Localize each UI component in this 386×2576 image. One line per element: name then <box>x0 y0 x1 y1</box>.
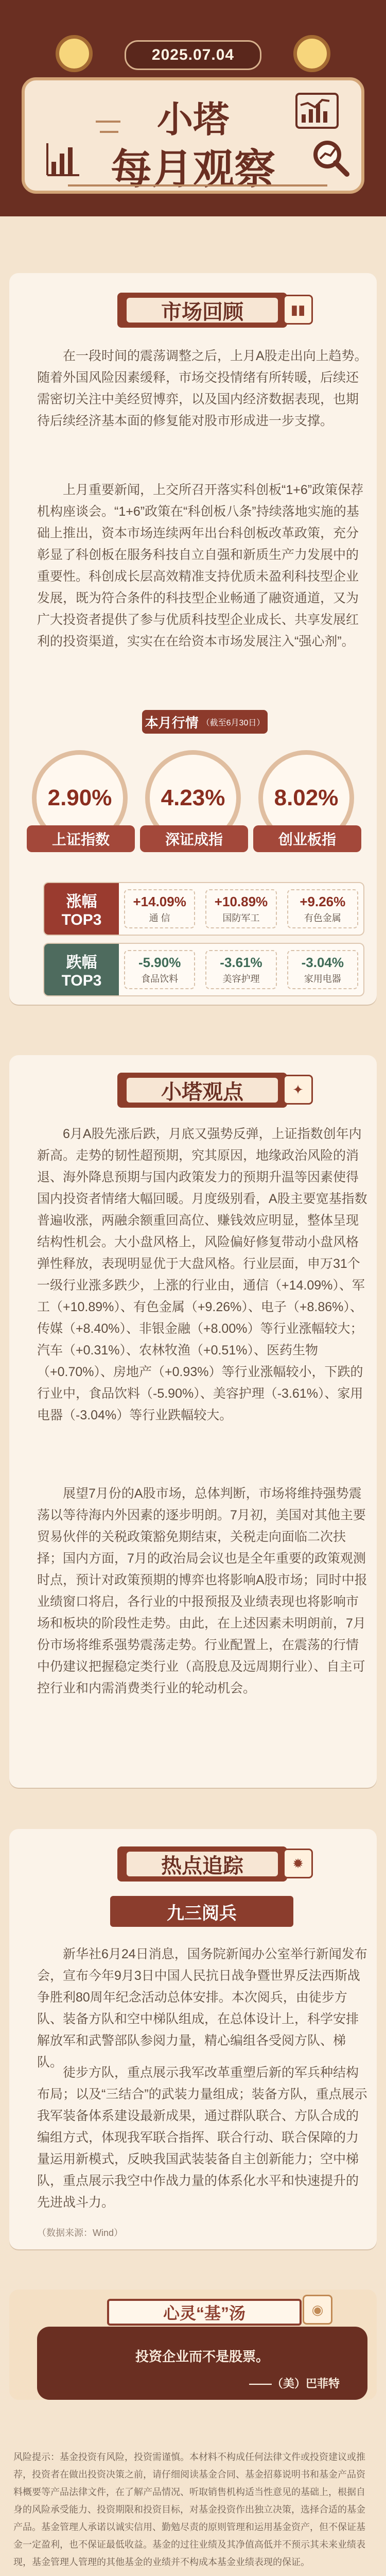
hot-source: （数据来源：Wind） <box>37 2228 124 2238</box>
top3-up-name: 有色金属 <box>304 912 341 923</box>
view-card <box>9 1055 377 1788</box>
page-title-line-2: 每月观察 <box>111 146 275 192</box>
soul-soup-author: ——（美）巴菲特 <box>249 2377 340 2390</box>
market-review-title-tag <box>117 293 287 328</box>
index-label-shenzhen: 深证成指 <box>140 825 248 852</box>
market-review-paragraph-2: 上月重要新闻，上交所召开落实科创板“1+6”政策保荐机构座谈会。“1+6”政策在“科创板八条”持续落地实施的基础上推出，资本市场连续两年出台科创板改革政策，充分彰显了科创板在服务科技自立自强和新质生产力发展中的重要性。科创成长层高效精准支持优质未盈利科技型企业发展，既为符合条件的科技型企业畅通了融资通道，又为广大投资者提供了参与优质科技型企业成长、共享发展红利的投资渠道，实实在在给资本市场发展注入“强心剂”。 <box>37 483 364 649</box>
hot-title-tag <box>117 1846 287 1882</box>
hot-card <box>9 1829 377 2249</box>
view-title-tag <box>117 1073 287 1108</box>
top3-up-label-line2: TOP3 <box>61 911 102 928</box>
view-title: 小塔观点 <box>127 1078 278 1103</box>
soul-soup-title: 心灵“基”汤 <box>107 2299 302 2326</box>
top3-up-value: +9.26% <box>300 893 346 909</box>
market-review-card <box>9 273 377 1005</box>
top3-up-item <box>287 889 358 928</box>
hot-title: 热点追踪 <box>127 1852 278 1876</box>
speaker-icon: ◉ <box>303 2295 332 2325</box>
soul-soup-quote-card <box>37 2327 367 2400</box>
idea-icon: ✦ <box>283 1075 313 1105</box>
hot-paragraph-2: 徒步方队，重点展示我军改革重塑后新的军兵种结构布局；以及“三结合”的武装力量组成；装备方队，重点展示我军装备体系建设最新成果，通过群队联合、方队合成的编组方式，体现我军联合指挥、联合行动、联合保障的力量运用新模式，反映我国武装装备自主创新能力；空中梯队，重点展示我空中作战力量的体系化水平和快速提升的先进战斗力。 <box>37 2065 367 2210</box>
top3-up-label <box>44 883 119 935</box>
market-review-title: 市场回顾 <box>127 298 278 323</box>
top3-down-label-line1: 跌幅 <box>66 954 97 971</box>
header-title-card <box>22 77 364 194</box>
monthly-quote-date-note: （截至6月30日） <box>201 718 265 727</box>
top3-up-value: +10.89% <box>214 893 268 909</box>
top3-down-item <box>205 950 276 989</box>
page-title-line-1: 小塔 <box>157 99 229 140</box>
risk-notice: 风险提示：基金投资有风险，投资需谨慎。本材料不构成任何法律文件或投资建议或推荐，投资者在做出投资决策之前，请仔细阅读基金合同、基金招募说明书和基金产品资料概要等产品法律文件，在了解产品情况、听取销售机构适当性意见的基础上，根据自身的风险承受能力、投资期限和投资目标，对基金投资作出独立决策，选择合适的基金产品。基金管理人承诺以诚实信用、勤勉尽责的原则管理和运用基金资产，但不保证基金一定盈利，也不保证最低收益。基金的过往业绩及其净值高低并不预示其未来业绩表现，基金管理人管理的其他基金的业绩并不构成本基金业绩表现的保证。 <box>13 2452 365 2567</box>
decorative-ring-right <box>293 35 330 72</box>
top3-up-name: 通 信 <box>149 912 170 923</box>
hot-subtitle: 九三阅兵 <box>110 1896 293 1927</box>
soul-soup-quote: 投资企业而不是股票。 <box>135 2349 269 2364</box>
top3-down-name: 家用电器 <box>304 973 341 984</box>
market-review-paragraph-1: 在一段时间的震荡调整之后，上月A股走出向上趋势。随着外国风险因素缓释，市场交投情绪有所转暖，后续还需密切关注中美经贸博弈，以及国内经济数据表现，也期待后续经济基本面的修复能对股市形成进一步支撑。 <box>37 349 367 428</box>
index-value-shanghai: 2.90% <box>47 785 112 810</box>
top3-up-label-line1: 涨幅 <box>66 893 97 910</box>
top3-down-value: -3.61% <box>220 954 262 970</box>
top3-up-name: 国防军工 <box>222 912 260 923</box>
chart-icon <box>292 90 342 132</box>
monthly-quote-title <box>142 710 268 734</box>
top3-down-label-line2: TOP3 <box>61 972 102 989</box>
header-date: 2025.07.04 <box>125 40 261 70</box>
top3-up-item <box>205 889 276 928</box>
top3-up-item <box>124 889 195 928</box>
view-paragraph-1: 6月A股先涨后跌，月底又强势反弹，上证指数创年内新高。走势的韧性超预期，究其原因，地缘政治风险的消退、海外降息预期与国内政策发力的预期升温等因素使得国内投资者情绪大幅回暖。月度级别看，A股主要宽基指数普遍收涨，两融余额重回高位、赚钱效应明显，整体呈现结构性机会。大小盘风格上，风险偏好修复带动小盘风格弹性释放，表现明显优于大盘风格。行业层面，申万31个一级行业涨多跌少，上涨的行业由，通信（+14.09%）、军工（+10.89%）、有色金属（+9.26%）、电子（+8.86%）、传媒（+8.40%）、非银金融（+8.00%）等行业涨幅较大；汽车（+0.31%）、农林牧渔（+0.51%）、医药生物（+0.70%）、房地产（+0.93%）等行业涨幅较小，下跌的行业中，食品饮料（-5.90%）、美容护理（-3.61%）、家用电器（-3.04%）等行业跌幅较大。 <box>37 1127 367 1422</box>
top3-down-name: 美容护理 <box>222 973 260 984</box>
decorative-ring-left <box>56 35 93 72</box>
bar-chart-icon <box>42 137 84 180</box>
top3-up-value: +14.09% <box>133 893 186 909</box>
top3-down-name: 食品饮料 <box>141 973 179 984</box>
hot-paragraph-1: 新华社6月24日消息，国务院新闻办公室举行新闻发布会，宣布今年9月3日中国人民抗日战争暨世界反法西斯战争胜利80周年纪念活动总体安排。本次阅兵，由徒步方队、装备方队和空中梯队组成，在总体设计上，科学安排解放军和武警部队参阅力量，精心编组各受阅方队、梯队。 <box>37 1947 367 2070</box>
magnifier-icon <box>307 134 356 183</box>
market-chart-icon: ▮▮ <box>283 295 313 325</box>
title-underline <box>68 184 327 187</box>
index-label-chinext: 创业板指 <box>253 825 361 852</box>
top3-up-box <box>43 882 364 936</box>
monthly-quote-title-text: 本月行情 <box>145 715 199 731</box>
top3-down-label <box>44 944 119 995</box>
index-value-shenzhen: 4.23% <box>161 785 225 810</box>
top3-down-box <box>43 943 364 996</box>
top3-down-value: -5.90% <box>138 954 181 970</box>
view-paragraph-2: 展望7月份的A股市场，总体判断，市场将维持强势震荡以等待海内外因素的逐步明朗。7月初，美国对其他主要贸易伙伴的关税政策豁免期结束，关税走向面临二次扶择；国内方面，7月的政治局会议也是全年重要的政策观测时点，预计对政策预期的博弈也将影响A股市场；同时中报业绩窗口将启，各行业的中报预报及业绩表现也将影响市场和板块的阶段性走势。由此，在上述因素未明朗前，7月份市场将维系强势震荡走势。行业配置上，在震荡的行情中仍建议把握稳定类行业（高股息及远周期行业）、自主可控行业和内需消费类行业的轮动机会。 <box>37 1486 367 1696</box>
flame-icon: ✹ <box>283 1849 313 1878</box>
top3-down-item <box>287 950 358 989</box>
top3-down-value: -3.04% <box>301 954 344 970</box>
index-value-chinext: 8.02% <box>274 785 339 810</box>
index-label-shanghai: 上证指数 <box>27 825 135 852</box>
top3-down-item <box>124 950 195 989</box>
soul-soup-card <box>9 2290 377 2400</box>
